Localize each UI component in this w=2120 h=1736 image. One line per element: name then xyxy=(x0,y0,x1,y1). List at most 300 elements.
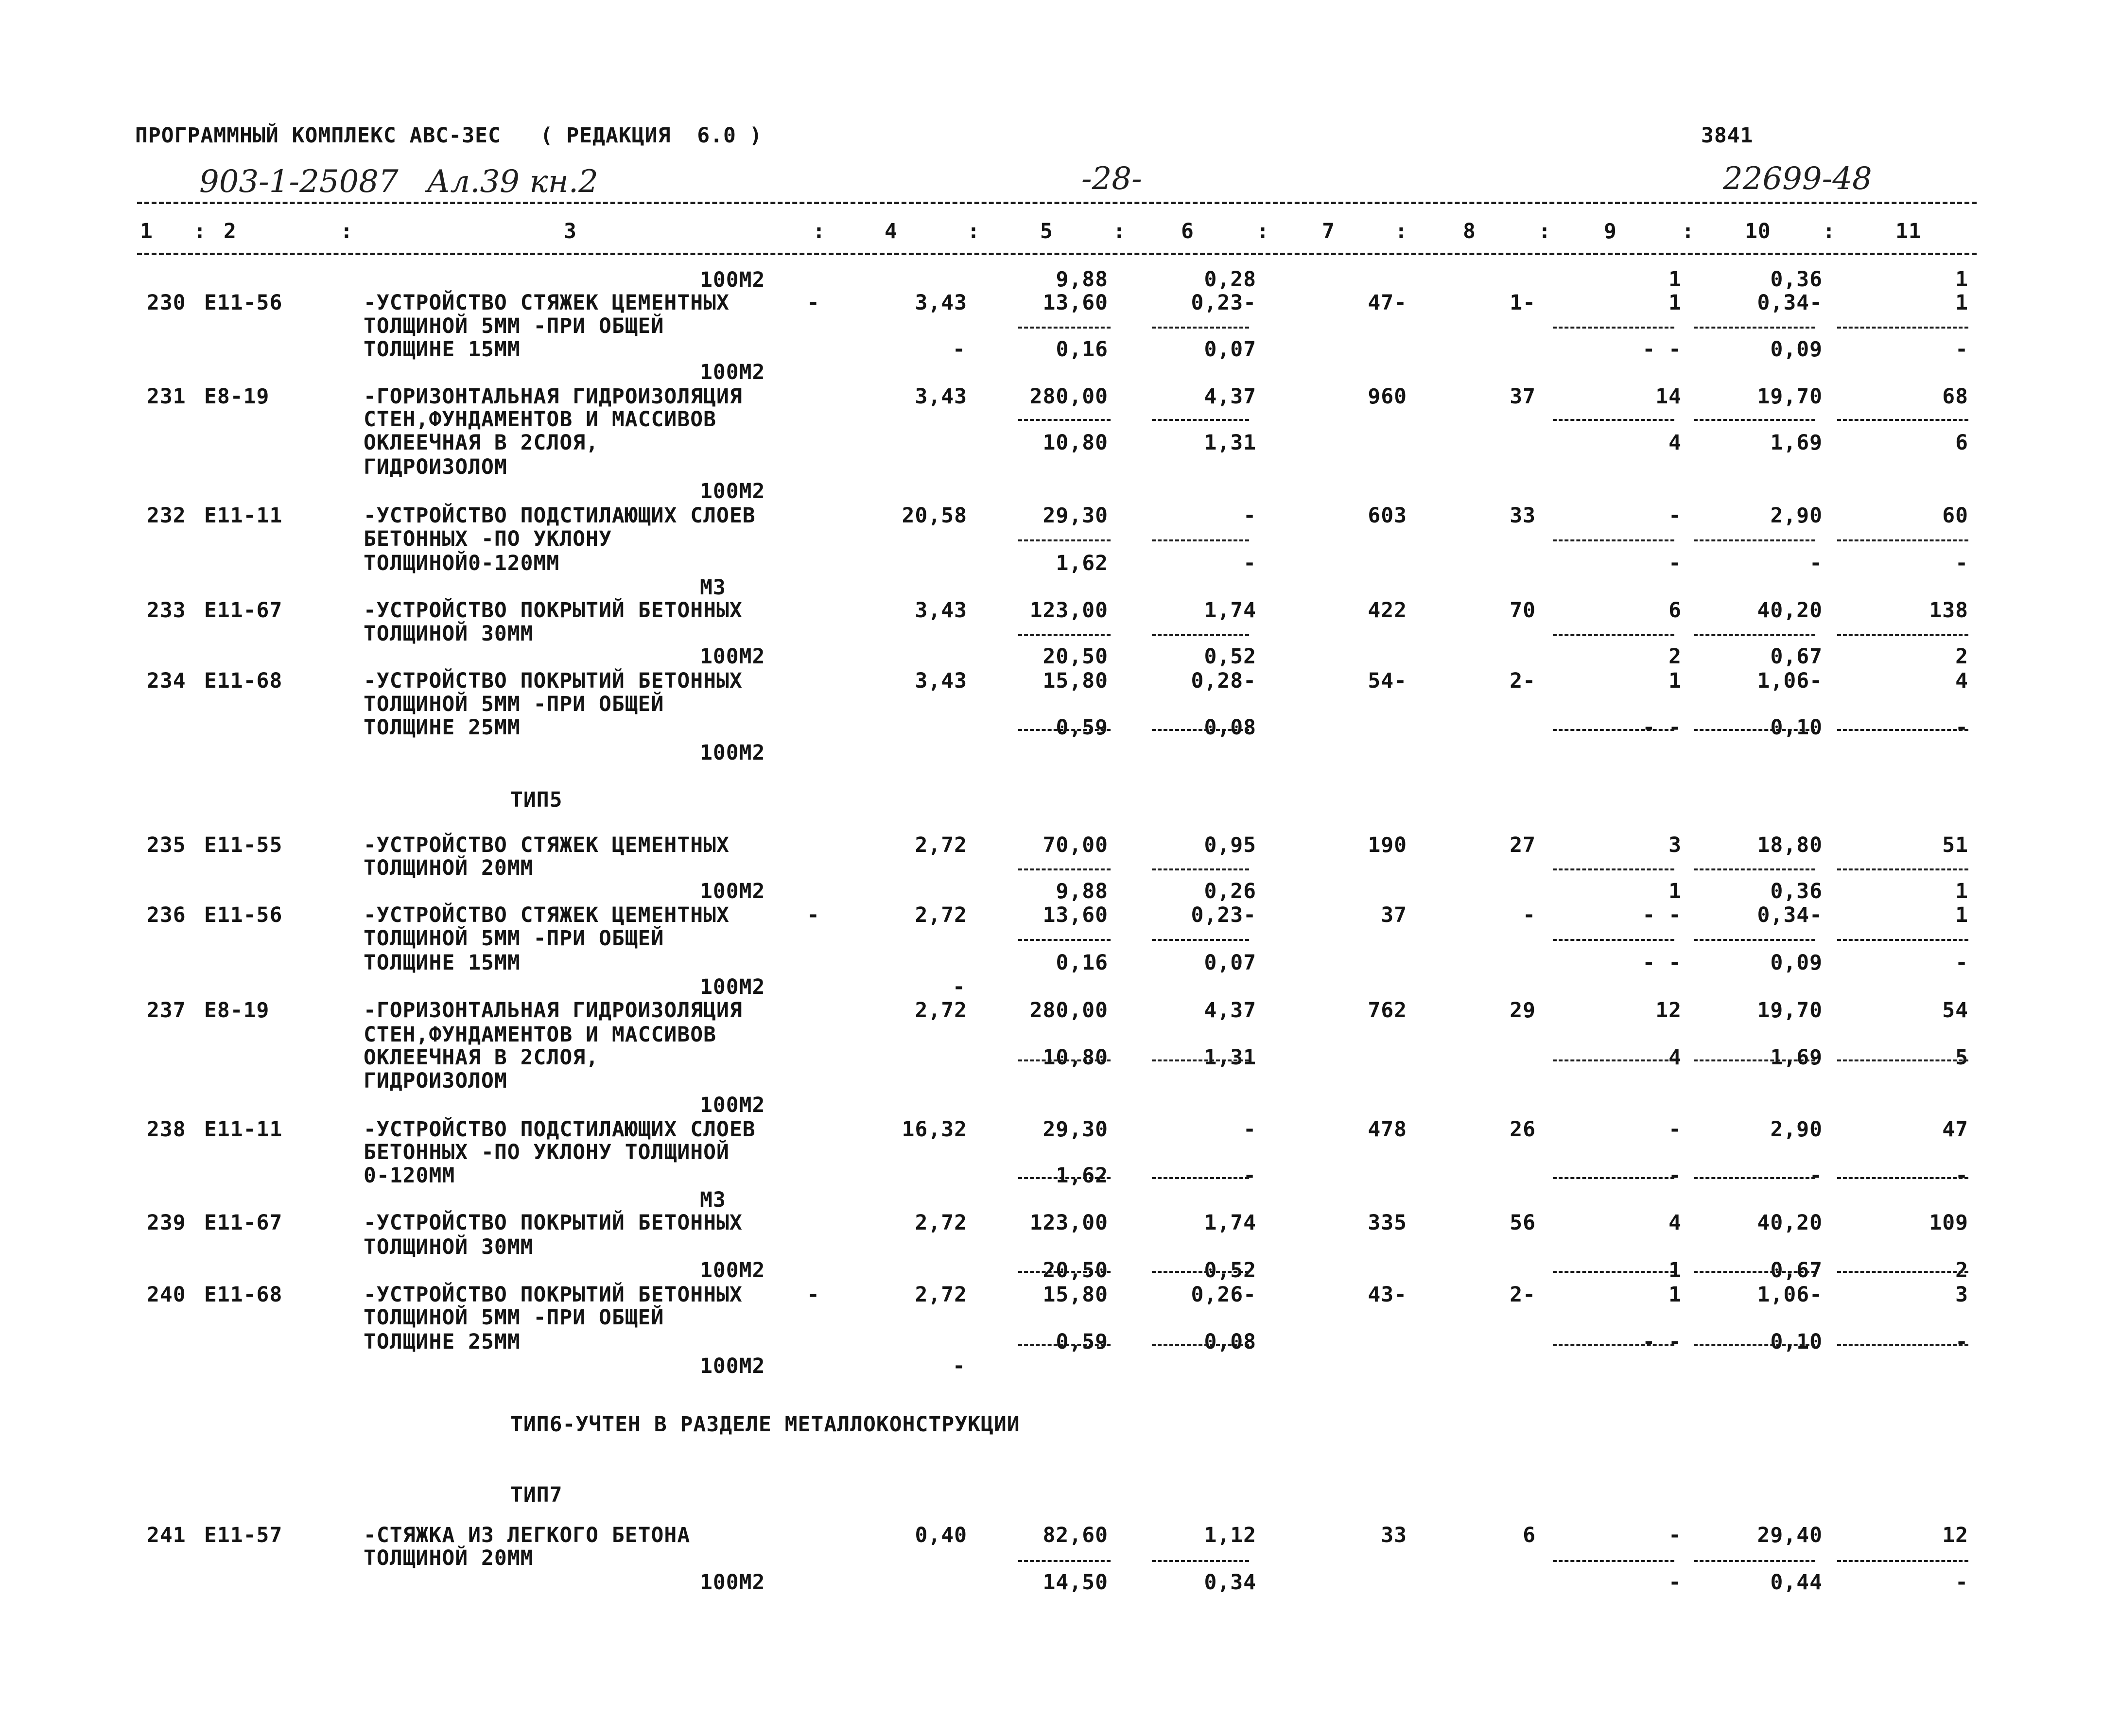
subtotal-rule xyxy=(1018,1560,1111,1562)
subtotal-rule xyxy=(1837,1560,1968,1562)
cell-c9: 1 xyxy=(1668,879,1682,903)
section-label-type5: ТИП5 xyxy=(510,788,563,812)
cell-c3: ОКЛЕЕЧНАЯ В 2СЛОЯ, xyxy=(364,431,599,455)
cell-c2: Е11-57 xyxy=(204,1523,283,1547)
subtotal-rule xyxy=(1694,419,1815,421)
cell-c6: 1,74 xyxy=(1204,598,1256,623)
cell-c3: -УСТРОЙСТВО СТЯЖЕК ЦЕМЕНТНЫХ xyxy=(364,291,730,315)
cell-c9: 1 xyxy=(1668,1258,1682,1283)
cell-c6: - xyxy=(1243,551,1256,575)
cell-c4: 20,58 xyxy=(902,503,967,528)
cell-c7: 422 xyxy=(1368,598,1407,623)
cell-c3: -УСТРОЙСТВО СТЯЖЕК ЦЕМЕНТНЫХ xyxy=(364,833,730,857)
subtotal-rule xyxy=(1018,539,1111,541)
column-separator: : xyxy=(1538,219,1551,243)
cell-c3: ТОЛЩИНОЙ0-120ММ xyxy=(364,551,560,575)
cell-c7: 33 xyxy=(1381,1523,1407,1547)
cell-c10: 0,09 xyxy=(1770,337,1823,362)
cell-c8: 70 xyxy=(1510,598,1536,623)
subtotal-rule xyxy=(1553,1271,1674,1273)
cell-c2: Е11-67 xyxy=(204,1211,283,1235)
cell-c2: Е8-19 xyxy=(204,998,270,1023)
cell-c11: - xyxy=(1955,715,1968,740)
cell-c4: 2,72 xyxy=(915,903,967,927)
cell-c8: - xyxy=(1523,903,1536,927)
cell-c3: ТОЛЩИНОЙ 30ММ xyxy=(364,1235,534,1259)
cell-c5: 10,80 xyxy=(1043,431,1108,455)
cell-c3: -УСТРОЙСТВО ПОКРЫТИЙ БЕТОННЫХ xyxy=(364,669,743,693)
column-header-9: 9 xyxy=(1604,219,1617,243)
cell-c11: 2 xyxy=(1955,1258,1968,1283)
cell-c3: 100М2 xyxy=(700,1093,765,1117)
cell-c9: - xyxy=(1668,1523,1682,1547)
cell-c11: 138 xyxy=(1929,598,1968,623)
cell-c5: 15,80 xyxy=(1043,669,1108,693)
cell-c4: 0,40 xyxy=(915,1523,967,1547)
cell-c2: Е11-56 xyxy=(204,903,283,927)
cell-c6: 1,74 xyxy=(1204,1211,1256,1235)
cell-c5: 14,50 xyxy=(1043,1570,1108,1595)
column-separator: : xyxy=(1113,219,1126,243)
cell-c9: - - xyxy=(1642,1330,1682,1354)
cell-c3: 100М2 xyxy=(700,360,765,384)
subtotal-rule xyxy=(1152,1344,1249,1346)
cell-c5: 20,50 xyxy=(1043,1258,1108,1283)
cell-c9: 4 xyxy=(1668,431,1682,455)
cell-c3: ТОЛЩИНЕ 15ММ xyxy=(364,951,521,975)
handwritten-doc-number: 903-1-25087 xyxy=(199,164,399,200)
cell-c4: 16,32 xyxy=(902,1117,967,1142)
cell-c2: Е11-68 xyxy=(204,669,283,693)
cell-c3: ОКЛЕЕЧНАЯ В 2СЛОЯ, xyxy=(364,1045,599,1070)
cell-c10: 1,69 xyxy=(1770,1045,1823,1070)
cell-c3: ТОЛЩИНОЙ 20ММ xyxy=(364,1546,534,1570)
cell-c2: Е11-56 xyxy=(204,291,283,315)
cell-c10: 1,69 xyxy=(1770,431,1823,455)
cell-c4: 2,72 xyxy=(915,1283,967,1307)
cell-c3: -УСТРОЙСТВО ПОКРЫТИЙ БЕТОННЫХ xyxy=(364,598,743,623)
cell-c5: 29,30 xyxy=(1043,1117,1108,1142)
column-separator: : xyxy=(813,219,826,243)
cell-c7: 762 xyxy=(1368,998,1407,1023)
column-separator: : xyxy=(1823,219,1836,243)
cell-c10: - xyxy=(1809,1163,1823,1188)
cell-c11: 109 xyxy=(1929,1211,1968,1235)
cell-c1: 234 xyxy=(147,669,186,693)
cell-c4: 3,43 xyxy=(915,384,967,409)
cell-c9: 1 xyxy=(1668,669,1682,693)
subtotal-rule xyxy=(1152,419,1249,421)
cell-c6: 0,23- xyxy=(1191,903,1256,927)
cell-c3: БЕТОННЫХ -ПО УКЛОНУ ТОЛЩИНОЙ xyxy=(364,1140,730,1164)
subtotal-rule xyxy=(1837,539,1968,541)
subtotal-rule xyxy=(1694,868,1815,870)
cell-c11: 60 xyxy=(1942,503,1968,528)
cell-c5: 13,60 xyxy=(1043,903,1108,927)
cell-c11: - xyxy=(1955,951,1968,975)
cell-c10: 40,20 xyxy=(1757,1211,1823,1235)
cell-c11: - xyxy=(1955,337,1968,362)
column-separator: : xyxy=(967,219,980,243)
cell-c1: 238 xyxy=(147,1117,186,1142)
cell-c5: 9,88 xyxy=(1056,267,1108,292)
cell-c11: 2 xyxy=(1955,644,1968,669)
subtotal-rule xyxy=(1837,1344,1968,1346)
cell-c1: 230 xyxy=(147,291,186,315)
section-label-type7: ТИП7 xyxy=(510,1483,563,1507)
cell-c8: 27 xyxy=(1510,833,1536,857)
cell-c11: 1 xyxy=(1955,267,1968,292)
cell-c3: -УСТРОЙСТВО ПОДСТИЛАЮЩИХ СЛОЕВ xyxy=(364,503,756,528)
cell-c11: 4 xyxy=(1955,669,1968,693)
cell-c10: 40,20 xyxy=(1757,598,1823,623)
cell-c10: 2,90 xyxy=(1770,503,1823,528)
cell-c10: 0,36 xyxy=(1770,267,1823,292)
cell-c11: 12 xyxy=(1942,1523,1968,1547)
cell-c11: 51 xyxy=(1942,833,1968,857)
cell-c3: ТОЛЩИНОЙ 30ММ xyxy=(364,622,534,646)
cell-c4: 3,43 xyxy=(915,598,967,623)
cell-c8: 1- xyxy=(1510,291,1536,315)
subtotal-rule xyxy=(1837,939,1968,941)
cell-c6: 0,08 xyxy=(1204,715,1256,740)
subtotal-rule xyxy=(1553,539,1674,541)
cell-c8: 37 xyxy=(1510,384,1536,409)
subtotal-rule xyxy=(1018,729,1111,731)
cell-c1: 236 xyxy=(147,903,186,927)
cell-c10: - xyxy=(1809,551,1823,575)
cell-c6: 1,31 xyxy=(1204,431,1256,455)
cell-c9: - - xyxy=(1642,903,1682,927)
cell-c3: ТОЛЩИНЕ 15ММ xyxy=(364,337,521,362)
subtotal-rule xyxy=(1694,634,1815,636)
cell-c2: Е11-11 xyxy=(204,503,283,528)
page-code: 3841 xyxy=(1701,123,1754,148)
cell-c9: - xyxy=(1668,1117,1682,1142)
cell-c3: ГИДРОИЗОЛОМ xyxy=(364,1069,507,1093)
cell-c1: 237 xyxy=(147,998,186,1023)
cell-c6: 0,08 xyxy=(1204,1330,1256,1354)
cell-c5: 0,16 xyxy=(1056,951,1108,975)
cell-c5: 280,00 xyxy=(1029,384,1108,409)
subtotal-rule xyxy=(1152,539,1249,541)
column-header-3: 3 xyxy=(564,219,577,243)
column-header-10: 10 xyxy=(1745,219,1771,243)
cell-c10: 0,34- xyxy=(1757,903,1823,927)
subtotal-rule xyxy=(1553,1059,1674,1061)
cell-c10: 2,90 xyxy=(1770,1117,1823,1142)
cell-c3: 100М2 xyxy=(700,1354,765,1378)
cell-c6: 0,28 xyxy=(1204,267,1256,292)
column-separator: : xyxy=(1256,219,1269,243)
subtotal-rule xyxy=(1553,868,1674,870)
cell-c9: 1 xyxy=(1668,291,1682,315)
subtotal-rule xyxy=(1837,634,1968,636)
cell-c11: 1 xyxy=(1955,879,1968,903)
subtotal-rule xyxy=(1837,1059,1968,1061)
cell-c5: 13,60 xyxy=(1043,291,1108,315)
program-header: ПРОГРАММНЫЙ КОМПЛЕКС АВС-ЗЕС ( РЕДАКЦИЯ 6.0 ) xyxy=(135,123,763,148)
cell-c6: - xyxy=(1243,1163,1256,1188)
dash-marker: - xyxy=(953,337,966,362)
cell-c9: - - xyxy=(1642,951,1682,975)
subtotal-rule xyxy=(1018,939,1111,941)
dash-marker: - xyxy=(807,291,820,315)
cell-c10: 0,34- xyxy=(1757,291,1823,315)
cell-c10: 0,67 xyxy=(1770,644,1823,669)
column-header-2: 2 xyxy=(224,219,237,243)
cell-c9: - xyxy=(1668,503,1682,528)
cell-c1: 239 xyxy=(147,1211,186,1235)
cell-c8: 33 xyxy=(1510,503,1536,528)
cell-c3: ТОЛЩИНЕ 25ММ xyxy=(364,715,521,740)
cell-c10: 1,06- xyxy=(1757,1283,1823,1307)
cell-c3: М3 xyxy=(700,1188,726,1212)
handwritten-page-number: -28- xyxy=(1081,161,1142,197)
cell-c11: 68 xyxy=(1942,384,1968,409)
cell-c5: 15,80 xyxy=(1043,1283,1108,1307)
subtotal-rule xyxy=(1018,327,1111,329)
cell-c1: 241 xyxy=(147,1523,186,1547)
subtotal-rule xyxy=(1152,1560,1249,1562)
subtotal-rule xyxy=(1694,1059,1815,1061)
cell-c10: 1,06- xyxy=(1757,669,1823,693)
cell-c9: - xyxy=(1668,1163,1682,1188)
cell-c3: -ГОРИЗОНТАЛЬНАЯ ГИДРОИЗОЛЯЦИЯ xyxy=(364,384,743,409)
cell-c11: - xyxy=(1955,1163,1968,1188)
column-separator: : xyxy=(193,219,207,243)
cell-c3: ТОЛЩИНОЙ 5ММ -ПРИ ОБЩЕЙ xyxy=(364,926,664,951)
cell-c6: 0,26 xyxy=(1204,879,1256,903)
cell-c6: 0,07 xyxy=(1204,337,1256,362)
column-header-8: 8 xyxy=(1463,219,1476,243)
cell-c11: 54 xyxy=(1942,998,1968,1023)
subtotal-rule xyxy=(1553,1560,1674,1562)
subtotal-rule xyxy=(1837,419,1968,421)
cell-c11: 47 xyxy=(1942,1117,1968,1142)
subtotal-rule xyxy=(1837,1271,1968,1273)
subtotal-rule xyxy=(1694,1177,1815,1179)
cell-c9: 1 xyxy=(1668,1283,1682,1307)
cell-c3: 100М2 xyxy=(700,975,765,999)
cell-c9: 6 xyxy=(1668,598,1682,623)
column-header-5: 5 xyxy=(1040,219,1053,243)
subtotal-rule xyxy=(1018,868,1111,870)
subtotal-rule xyxy=(1837,1177,1968,1179)
cell-c3: СТЕН,ФУНДАМЕНТОВ И МАССИВОВ xyxy=(364,407,716,432)
cell-c5: 1,62 xyxy=(1056,1163,1108,1188)
cell-c3: -УСТРОЙСТВО СТЯЖЕК ЦЕМЕНТНЫХ xyxy=(364,903,730,927)
subtotal-rule xyxy=(1553,1177,1674,1179)
subtotal-rule xyxy=(1152,1177,1249,1179)
cell-c6: 0,34 xyxy=(1204,1570,1256,1595)
cell-c2: Е11-11 xyxy=(204,1117,283,1142)
column-separator: : xyxy=(1682,219,1695,243)
cell-c5: 0,59 xyxy=(1056,1330,1108,1354)
cell-c5: 29,30 xyxy=(1043,503,1108,528)
cell-c7: 960 xyxy=(1368,384,1407,409)
cell-c7: 190 xyxy=(1368,833,1407,857)
cell-c3: 100М2 xyxy=(700,1570,765,1595)
section-label-type6: ТИП6-УЧТЕН В РАЗДЕЛЕ МЕТАЛЛОКОНСТРУКЦИИ xyxy=(510,1412,1020,1437)
cell-c3: 100М2 xyxy=(700,741,765,765)
subtotal-rule xyxy=(1837,868,1968,870)
cell-c11: 3 xyxy=(1955,1283,1968,1307)
cell-c5: 0,16 xyxy=(1056,337,1108,362)
subtotal-rule xyxy=(1553,634,1674,636)
column-separator: : xyxy=(1395,219,1408,243)
cell-c9: - - xyxy=(1642,337,1682,362)
cell-c3: -УСТРОЙСТВО ПОКРЫТИЙ БЕТОННЫХ xyxy=(364,1211,743,1235)
cell-c9: 4 xyxy=(1668,1045,1682,1070)
header-top-rule xyxy=(137,202,1977,204)
cell-c8: 2- xyxy=(1510,1283,1536,1307)
cell-c3: 100М2 xyxy=(700,268,765,292)
cell-c9: 3 xyxy=(1668,833,1682,857)
dash-marker: - xyxy=(807,903,820,927)
cell-c8: 2- xyxy=(1510,669,1536,693)
cell-c6: 0,95 xyxy=(1204,833,1256,857)
cell-c9: 4 xyxy=(1668,1211,1682,1235)
subtotal-rule xyxy=(1018,1059,1111,1061)
cell-c10: 0,10 xyxy=(1770,715,1823,740)
column-header-11: 11 xyxy=(1895,219,1922,243)
dash-marker: - xyxy=(953,1354,966,1378)
column-header-6: 6 xyxy=(1181,219,1194,243)
cell-c11: 1 xyxy=(1955,291,1968,315)
cell-c4: 2,72 xyxy=(915,1211,967,1235)
cell-c3: БЕТОННЫХ -ПО УКЛОНУ xyxy=(364,527,612,551)
cell-c5: 280,00 xyxy=(1029,998,1108,1023)
subtotal-rule xyxy=(1694,1344,1815,1346)
cell-c7: 478 xyxy=(1368,1117,1407,1142)
cell-c5: 123,00 xyxy=(1029,1211,1108,1235)
cell-c7: 335 xyxy=(1368,1211,1407,1235)
subtotal-rule xyxy=(1553,729,1674,731)
subtotal-rule xyxy=(1018,634,1111,636)
cell-c11: 1 xyxy=(1955,903,1968,927)
cell-c7: 54- xyxy=(1368,669,1407,693)
cell-c1: 232 xyxy=(147,503,186,528)
subtotal-rule xyxy=(1694,327,1815,329)
cell-c8: 6 xyxy=(1523,1523,1536,1547)
handwritten-archive-number: 22699-48 xyxy=(1723,161,1872,197)
cell-c10: 29,40 xyxy=(1757,1523,1823,1547)
cell-c3: ГИДРОИЗОЛОМ xyxy=(364,455,507,479)
cell-c10: 0,10 xyxy=(1770,1330,1823,1354)
cell-c6: - xyxy=(1243,503,1256,528)
cell-c5: 9,88 xyxy=(1056,879,1108,903)
column-header-1: 1 xyxy=(140,219,153,243)
cell-c3: 100М2 xyxy=(700,644,765,669)
handwritten-sheet-ref: Ал.39 кн.2 xyxy=(427,164,598,200)
cell-c5: 70,00 xyxy=(1043,833,1108,857)
cell-c5: 82,60 xyxy=(1043,1523,1108,1547)
subtotal-rule xyxy=(1694,729,1815,731)
cell-c2: Е8-19 xyxy=(204,384,270,409)
cell-c1: 233 xyxy=(147,598,186,623)
subtotal-rule xyxy=(1018,1177,1111,1179)
cell-c9: - xyxy=(1668,1570,1682,1595)
cell-c4: 2,72 xyxy=(915,998,967,1023)
cell-c5: 1,62 xyxy=(1056,551,1108,575)
cell-c5: 123,00 xyxy=(1029,598,1108,623)
cell-c5: 20,50 xyxy=(1043,644,1108,669)
cell-c3: ТОЛЩИНЕ 25ММ xyxy=(364,1330,521,1354)
cell-c3: ТОЛЩИНОЙ 5ММ -ПРИ ОБЩЕЙ xyxy=(364,692,664,716)
cell-c6: 0,52 xyxy=(1204,644,1256,669)
cell-c11: - xyxy=(1955,1570,1968,1595)
cell-c6: 4,37 xyxy=(1204,998,1256,1023)
cell-c6: 0,07 xyxy=(1204,951,1256,975)
column-header-4: 4 xyxy=(885,219,898,243)
cell-c3: 0-120ММ xyxy=(364,1163,455,1188)
cell-c11: 6 xyxy=(1955,431,1968,455)
cell-c7: 603 xyxy=(1368,503,1407,528)
cell-c6: 4,37 xyxy=(1204,384,1256,409)
subtotal-rule xyxy=(1018,1344,1111,1346)
cell-c10: 18,80 xyxy=(1757,833,1823,857)
header-bottom-rule xyxy=(137,253,1977,255)
cell-c7: 43- xyxy=(1368,1283,1407,1307)
cell-c3: -ГОРИЗОНТАЛЬНАЯ ГИДРОИЗОЛЯЦИЯ xyxy=(364,998,743,1023)
subtotal-rule xyxy=(1152,634,1249,636)
subtotal-rule xyxy=(1018,1271,1111,1273)
dash-marker: - xyxy=(953,975,966,999)
subtotal-rule xyxy=(1152,1271,1249,1273)
cell-c11: - xyxy=(1955,1330,1968,1354)
cell-c10: 0,44 xyxy=(1770,1570,1823,1595)
column-header-7: 7 xyxy=(1322,219,1335,243)
cell-c8: 26 xyxy=(1510,1117,1536,1142)
cell-c2: Е11-67 xyxy=(204,598,283,623)
cell-c5: 10,80 xyxy=(1043,1045,1108,1070)
cell-c8: 56 xyxy=(1510,1211,1536,1235)
cell-c6: 0,26- xyxy=(1191,1283,1256,1307)
subtotal-rule xyxy=(1152,327,1249,329)
cell-c9: 2 xyxy=(1668,644,1682,669)
cell-c3: ТОЛЩИНОЙ 20ММ xyxy=(364,856,534,880)
cell-c10: 19,70 xyxy=(1757,998,1823,1023)
subtotal-rule xyxy=(1553,327,1674,329)
cell-c6: 0,28- xyxy=(1191,669,1256,693)
cell-c4: 3,43 xyxy=(915,291,967,315)
cell-c9: 14 xyxy=(1655,384,1682,409)
cell-c10: 0,67 xyxy=(1770,1258,1823,1283)
cell-c8: 29 xyxy=(1510,998,1536,1023)
cell-c3: 100М2 xyxy=(700,1258,765,1283)
cell-c1: 231 xyxy=(147,384,186,409)
cell-c6: 1,31 xyxy=(1204,1045,1256,1070)
cell-c9: - xyxy=(1668,551,1682,575)
cell-c5: 0,59 xyxy=(1056,715,1108,740)
cell-c10: 19,70 xyxy=(1757,384,1823,409)
cell-c3: 100М2 xyxy=(700,479,765,503)
cell-c4: 2,72 xyxy=(915,833,967,857)
cell-c10: 0,09 xyxy=(1770,951,1823,975)
cell-c3: 100М2 xyxy=(700,879,765,903)
subtotal-rule xyxy=(1018,419,1111,421)
column-separator: : xyxy=(340,219,353,243)
cell-c2: Е11-68 xyxy=(204,1283,283,1307)
cell-c2: Е11-55 xyxy=(204,833,283,857)
subtotal-rule xyxy=(1152,729,1249,731)
cell-c11: - xyxy=(1955,551,1968,575)
dash-marker: - xyxy=(807,1283,820,1307)
cell-c3: М3 xyxy=(700,575,726,600)
cell-c3: -СТЯЖКА ИЗ ЛЕГКОГО БЕТОНА xyxy=(364,1523,691,1547)
subtotal-rule xyxy=(1553,419,1674,421)
